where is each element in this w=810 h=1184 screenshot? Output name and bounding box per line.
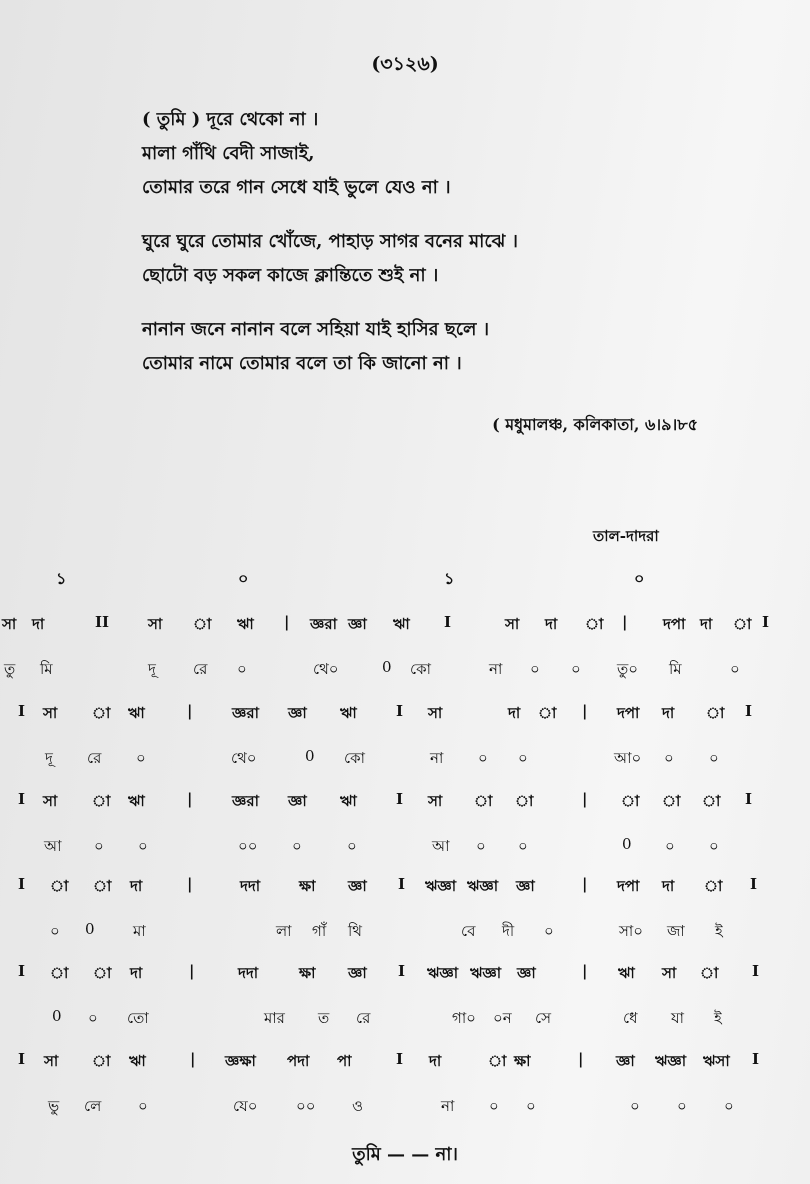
bar-line: |: [582, 702, 588, 720]
lyric-syllable: থে০: [313, 660, 339, 678]
swara-note: দা: [429, 1052, 442, 1070]
lyric-syllable: সে: [535, 1009, 551, 1027]
swara-note: ঋা: [128, 792, 145, 810]
swara-note: ঋা: [340, 704, 357, 722]
lyric-syllable: ০: [347, 837, 357, 855]
lyric-syllable: যে০: [233, 1097, 258, 1115]
beat-mark: ০: [634, 569, 645, 588]
lyric-syllable: থি: [348, 922, 363, 940]
swara-note: া: [193, 615, 212, 633]
swara-note: সা: [505, 615, 520, 633]
lyric-syllable: ০: [476, 837, 486, 855]
bar-line: I: [396, 702, 404, 720]
lyric-syllable: দূ: [148, 660, 156, 678]
poem-line: ছোটো বড় সকল কাজে ক্লান্তিতে শুই না ।: [142, 265, 439, 286]
lyric-syllable: গা০: [452, 1009, 476, 1027]
lyric-syllable: থে০: [231, 749, 257, 767]
lyric-syllable: ০: [518, 749, 528, 767]
swara-note: ঋজ্ঞা: [470, 964, 502, 982]
lyric-syllable: লে: [84, 1097, 102, 1115]
swara-note: জ্ঞা: [288, 704, 307, 722]
swara-note: ঋজ্ঞা: [467, 877, 499, 895]
swara-note: ঋা: [129, 1052, 146, 1070]
swara-note: ঋজ্ঞা: [427, 964, 459, 982]
lyric-syllable: ০: [630, 1097, 640, 1115]
lyric-syllable: ভু: [48, 1097, 60, 1115]
swara-note: সা: [428, 792, 443, 810]
lyric-syllable: লা: [276, 922, 292, 940]
lyric-syllable: ০: [237, 660, 247, 678]
lyric-syllable: ০: [518, 837, 528, 855]
lyric-syllable: গাঁ: [312, 922, 327, 940]
swara-note: জ্ঞা: [516, 877, 535, 895]
bar-line: II: [95, 613, 110, 631]
lyric-syllable: ০: [138, 837, 148, 855]
swara-note: সা: [43, 704, 58, 722]
swara-note: া: [93, 964, 112, 982]
lyric-syllable: ০: [292, 837, 302, 855]
bar-line: I: [398, 875, 406, 893]
poem-line: নানান জনে নানান বলে সহিয়া যাই হাসির ছলে ।: [142, 319, 490, 340]
beat-mark: ১: [56, 569, 67, 588]
swara-note: া: [538, 704, 557, 722]
lyric-syllable: ০: [138, 1097, 148, 1115]
lyric-syllable: জা: [667, 922, 685, 940]
swara-note: দা: [508, 704, 521, 722]
lyric-syllable: ০: [489, 1097, 499, 1115]
lyric-syllable: দূ: [45, 749, 53, 767]
lyric-syllable: তু০: [617, 660, 639, 678]
swara-note: সা: [2, 615, 17, 633]
poem-line: ঘুরে ঘুরে তোমার খোঁজে, পাহাড় সাগর বনের মাঝে ।: [142, 231, 518, 252]
lyric-syllable: ০: [530, 660, 540, 678]
swara-note: জ্ঞরা: [310, 615, 337, 633]
lyric-syllable: সা০: [619, 922, 644, 940]
lyric-syllable: ই: [715, 922, 723, 940]
beat-mark: ০: [238, 569, 249, 588]
swara-note: ঋা: [237, 615, 254, 633]
lyric-syllable: ০: [571, 660, 581, 678]
lyric-syllable: ও: [352, 1097, 364, 1115]
swara-note: া: [93, 877, 112, 895]
bar-line: I: [745, 702, 753, 720]
swara-note: দপা: [617, 704, 640, 722]
lyric-syllable: ০: [724, 1097, 734, 1115]
swara-note: া: [733, 615, 752, 633]
swara-note: দা: [130, 877, 143, 895]
lyric-syllable: ধে: [623, 1009, 638, 1027]
lyric-syllable: না: [430, 749, 444, 767]
lyric-syllable: 0: [52, 1007, 62, 1025]
swara-note: জ্ঞা: [348, 964, 367, 982]
swara-note: সা: [428, 704, 443, 722]
swara-note: া: [700, 964, 719, 982]
lyric-syllable: ০: [88, 1009, 98, 1027]
swara-note: জ্ঞা: [348, 615, 367, 633]
lyric-syllable: ০: [677, 1097, 687, 1115]
bar-line: I: [752, 1050, 760, 1068]
bar-line: |: [284, 613, 290, 631]
swara-note: া: [585, 615, 604, 633]
swara-note: া: [474, 792, 493, 810]
swara-note: জ্ঞা: [348, 877, 367, 895]
lyric-syllable: না: [441, 1097, 455, 1115]
bar-line: |: [582, 875, 588, 893]
swara-note: দা: [662, 877, 675, 895]
swara-note: সা: [148, 615, 163, 633]
swara-note: জ্ঞরা: [232, 792, 259, 810]
bar-line: I: [398, 962, 406, 980]
poem-line: তোমার তরে গান সেধে যাই ভুলে যেও না ।: [142, 177, 451, 198]
bar-line: I: [18, 962, 26, 980]
lyric-syllable: ০: [709, 749, 719, 767]
swara-note: দদা: [238, 964, 259, 982]
lyric-syllable: মার: [264, 1009, 285, 1027]
lyric-syllable: তু: [4, 660, 16, 678]
swara-note: ঋজ্ঞা: [425, 877, 457, 895]
ending-line: তুমি — — না।: [352, 1144, 458, 1165]
lyric-syllable: 0: [305, 747, 315, 765]
bar-line: I: [18, 702, 26, 720]
beat-mark: ১: [444, 569, 455, 588]
swara-note: া: [92, 792, 111, 810]
swara-note: া: [662, 792, 681, 810]
bar-line: I: [18, 875, 26, 893]
lyric-syllable: 0: [85, 920, 95, 938]
swara-note: ঋজ্ঞা: [655, 1052, 687, 1070]
poem-line: তোমার নামে তোমার বলে তা কি জানো না ।: [142, 353, 462, 374]
swara-note: দা: [662, 704, 675, 722]
swara-note: দদা: [240, 877, 261, 895]
lyric-syllable: ০: [665, 837, 675, 855]
swara-note: া: [621, 792, 640, 810]
lyric-syllable: ০: [544, 922, 554, 940]
swara-note: া: [50, 877, 69, 895]
lyric-syllable: মি: [40, 660, 53, 678]
bar-line: I: [18, 1050, 26, 1068]
swara-note: ক্ষা: [514, 1052, 531, 1070]
swara-note: সা: [44, 1052, 59, 1070]
swara-note: া: [515, 792, 534, 810]
swara-note: া: [50, 964, 69, 982]
lyric-syllable: ০: [478, 749, 488, 767]
lyric-syllable: 0: [622, 835, 632, 853]
bar-line: I: [18, 790, 26, 808]
swara-note: ক্ষা: [299, 877, 316, 895]
bar-line: I: [444, 613, 452, 631]
lyric-syllable: কো: [410, 660, 431, 678]
swara-note: জ্ঞরা: [232, 704, 259, 722]
lyric-syllable: ০: [526, 1097, 536, 1115]
bar-line: I: [752, 962, 760, 980]
swara-note: ঋা: [340, 792, 357, 810]
lyric-syllable: ০ন: [493, 1009, 512, 1027]
lyric-syllable: যা: [671, 1009, 684, 1027]
lyric-syllable: ০০: [296, 1097, 316, 1115]
lyric-syllable: মা: [133, 922, 146, 940]
swara-note: া: [704, 877, 723, 895]
bar-line: |: [187, 702, 193, 720]
poem-line: মালা গাঁথি বেদী সাজাই,: [142, 143, 315, 164]
bar-line: I: [750, 875, 758, 893]
swara-note: দা: [130, 964, 143, 982]
swara-note: জ্ঞা: [288, 792, 307, 810]
swara-note: জ্ঞা: [616, 1052, 635, 1070]
lyric-syllable: আ০: [614, 749, 642, 767]
lyric-syllable: তো: [127, 1009, 149, 1027]
swara-note: ঋা: [618, 964, 635, 982]
swara-note: ঋা: [393, 615, 410, 633]
lyric-syllable: ০: [730, 660, 740, 678]
swara-note: জ্ঞক্ষা: [225, 1052, 256, 1070]
bar-line: |: [187, 790, 193, 808]
bar-line: |: [622, 613, 628, 631]
lyric-syllable: রে: [87, 749, 102, 767]
lyric-syllable: মি: [669, 660, 682, 678]
swara-note: জ্ঞা: [517, 964, 536, 982]
bar-line: I: [762, 613, 770, 631]
source-citation: ( মধুমালঞ্চ, কলিকাতা, ৬।৯।৮৫: [492, 415, 698, 434]
lyric-syllable: রে: [356, 1009, 371, 1027]
swara-note: ঋা: [128, 704, 145, 722]
lyric-syllable: বে: [461, 922, 476, 940]
swara-note: পদা: [287, 1052, 310, 1070]
swara-note: ক্ষা: [299, 964, 316, 982]
bar-line: |: [582, 962, 588, 980]
lyric-syllable: ০: [664, 749, 674, 767]
poem-text: [142, 103, 518, 381]
page-number: (৩১২৬): [371, 53, 439, 75]
lyric-syllable: আ: [432, 837, 450, 855]
lyric-syllable: ০: [709, 837, 719, 855]
swara-note: সা: [43, 792, 58, 810]
swara-note: া: [702, 792, 721, 810]
swara-note: দা: [545, 615, 558, 633]
lyric-syllable: দী: [502, 922, 515, 940]
swara-note: সা: [662, 964, 677, 982]
bar-line: I: [396, 790, 404, 808]
lyric-syllable: কো: [344, 749, 365, 767]
bar-line: |: [190, 1050, 196, 1068]
swara-note: দপা: [663, 615, 686, 633]
lyric-syllable: ০: [136, 749, 146, 767]
swara-note: ঋসা: [703, 1052, 730, 1070]
lyric-syllable: ০০: [238, 837, 258, 855]
lyric-syllable: ত: [318, 1009, 330, 1027]
bar-line: |: [578, 1050, 584, 1068]
bar-line: I: [745, 790, 753, 808]
lyric-syllable: ০: [50, 922, 60, 940]
swara-note: দা: [700, 615, 713, 633]
lyric-syllable: আ: [44, 837, 62, 855]
lyric-syllable: 0: [382, 658, 392, 676]
swara-note: া: [92, 1052, 111, 1070]
lyric-syllable: ০: [94, 837, 104, 855]
poem-line: ( তুমি ) দূরে থেকো না ।: [142, 109, 319, 130]
bar-line: |: [582, 790, 588, 808]
bar-line: I: [396, 1050, 404, 1068]
swara-note: া: [706, 704, 725, 722]
bar-line: |: [187, 875, 193, 893]
lyric-syllable: ই: [714, 1009, 722, 1027]
lyric-syllable: রে: [193, 660, 208, 678]
bar-line: |: [189, 962, 195, 980]
swara-note: া: [92, 704, 111, 722]
swara-note: া: [488, 1052, 507, 1070]
tala-label: তাল-দাদরা: [593, 527, 659, 545]
swara-note: পা: [337, 1052, 352, 1070]
swara-note: দা: [32, 615, 45, 633]
lyric-syllable: না: [489, 660, 503, 678]
swara-note: দপা: [617, 877, 640, 895]
